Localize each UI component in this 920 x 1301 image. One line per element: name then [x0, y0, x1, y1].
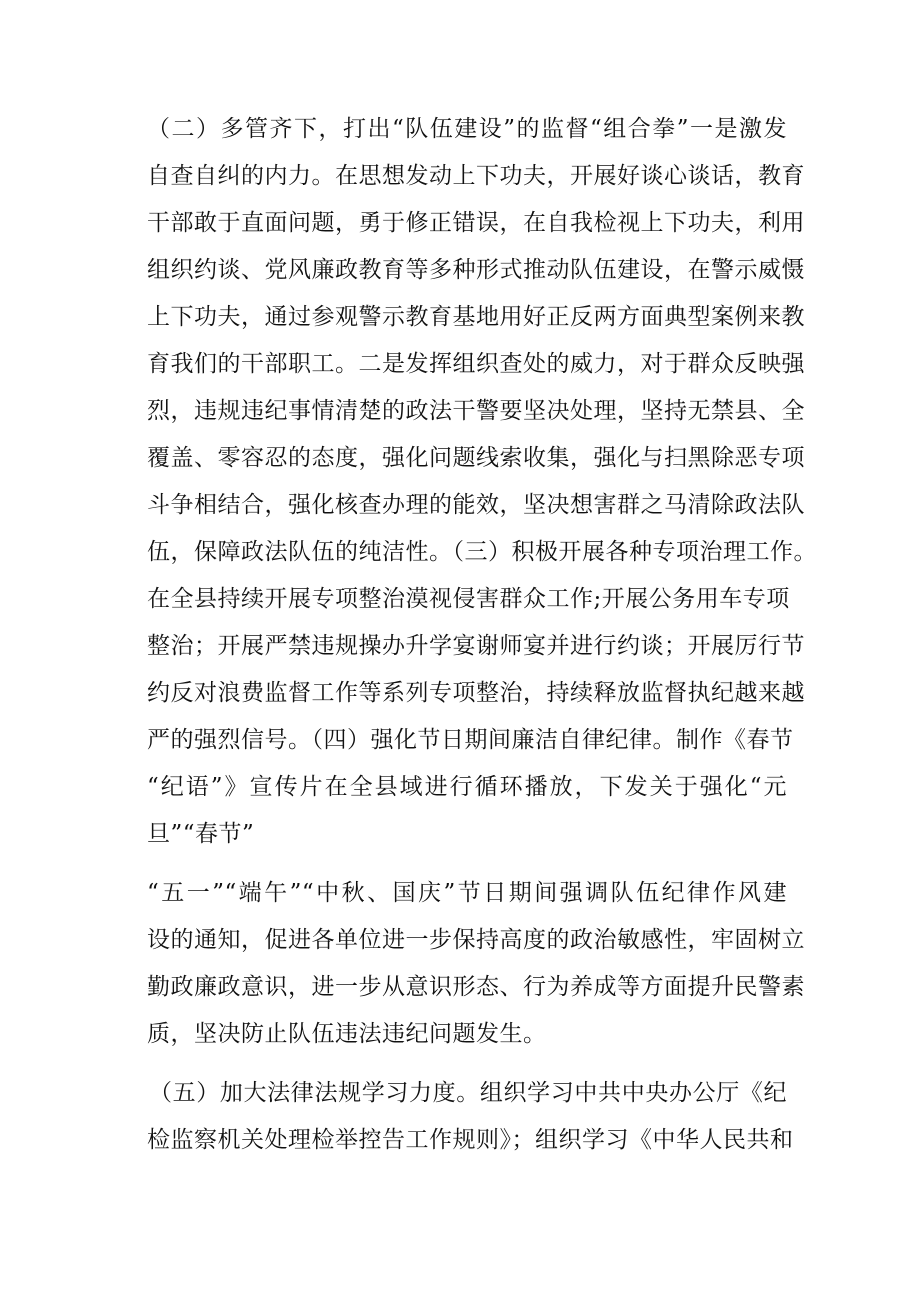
paragraph-line: （五）加大法律法规学习力度。组织学习中共中央办公厅《纪: [149, 1080, 787, 1106]
paragraph-line: 旦”“春节”: [147, 821, 255, 847]
paragraph-line: （二）多管齐下，打出“队伍建设”的监督“组合拳”一是激发: [147, 116, 787, 142]
paragraph-line: 在全县持续开展专项整治漠视侵害群众工作;开展公务用车专项: [147, 586, 790, 612]
paragraph-line: 质，坚决防止队伍违法违纪问题发生。: [147, 1021, 547, 1047]
paragraph-line: 伍，保障政法队伍的纯洁性。（三）积极开展各种专项治理工作。: [147, 539, 817, 565]
paragraph-line: 组织约谈、党风廉政教育等多种形式推动队伍建设，在警示威慑: [147, 257, 805, 283]
paragraph-line: 上下功夫，通过参观警示教育基地用好正反两方面典型案例来教: [147, 304, 805, 330]
paragraph-line: 约反对浪费监督工作等系列专项整治，持续释放监督执纪越来越: [147, 680, 805, 706]
paragraph-line: 育我们的干部职工。二是发挥组织查处的威力，对于群众反映强: [147, 351, 805, 377]
paragraph-line: 覆盖、零容忍的态度，强化问题线索收集，强化与扫黑除恶专项: [147, 445, 805, 471]
paragraph-line: 检监察机关处理检举控告工作规则》；组织学习《中华人民共和: [147, 1127, 794, 1153]
paragraph-line: 烈，违规违纪事情清楚的政法干警要坚决处理，坚持无禁县、全: [147, 398, 805, 424]
paragraph-line: 设的通知，促进各单位进一步保持高度的政治敏感性，牢固树立: [147, 927, 805, 953]
paragraph-line: “五一”“端午”“中秋、国庆”节日期间强调队伍纪律作风建: [147, 880, 787, 906]
paragraph-line: 斗争相结合，强化核查办理的能效，坚决想害群之马清除政法队: [147, 492, 805, 518]
paragraph-line: 整治；开展严禁违规操办升学宴谢师宴并进行约谈；开展厉行节: [147, 633, 805, 659]
paragraph-line: 勤政廉政意识，进一步从意识形态、行为养成等方面提升民警素: [147, 974, 805, 1000]
paragraph-line: “纪语”》宣传片在全县域进行循环播放，下发关于强化“元: [147, 774, 787, 800]
paragraph-line: 干部敢于直面问题，勇于修正错误，在自我检视上下功夫，利用: [147, 210, 805, 236]
paragraph-line: 严的强烈信号。（四）强化节日期间廉洁自律纪律。制作《春节: [147, 727, 794, 753]
paragraph-line: 自查自纠的内力。在思想发动上下功夫，开展好谈心谈话，教育: [147, 163, 805, 189]
